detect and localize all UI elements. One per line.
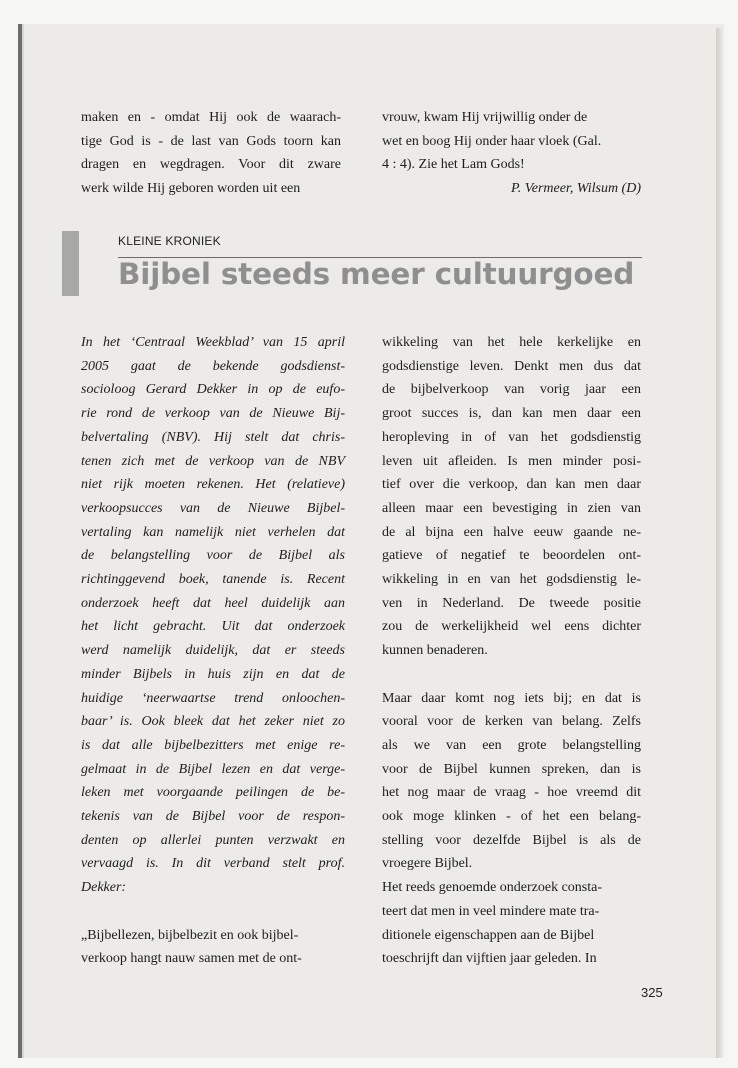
text-line: maken en - omdat Hij ook de waarach- — [81, 110, 341, 125]
text-line: de bijbelverkoop van vorig jaar een — [382, 382, 641, 398]
text-line: Het reeds genoemde onderzoek consta- — [382, 880, 603, 896]
text-line: alleen maar een bevestiging in zien van — [382, 500, 641, 516]
text-line: zou de werkelijkheid wel eens dichter — [382, 619, 641, 635]
text-line: belvertaling (NBV). Hij stelt dat chris- — [81, 429, 345, 445]
text-line: socioloog Gerard Dekker in op de eufo- — [81, 382, 345, 398]
text-line: het nog maar de vraag - hoe vreemd dit — [382, 785, 641, 801]
text-line: wikkeling van het hele kerkelijke en — [382, 335, 641, 350]
page-edge — [716, 28, 722, 1058]
text-line: vooral voor de kerken van belang. Zelfs — [382, 714, 641, 730]
text-line: de al bijna een halve eeuw gaande ne- — [382, 524, 641, 540]
paragraph-gap — [81, 900, 345, 924]
page-number: 325 — [641, 985, 663, 1000]
text-line: vervaagd is. In dit verband stelt prof. — [81, 856, 345, 872]
text-line: verkoop hangt nauw samen met de ont- — [81, 951, 302, 967]
text-line: tief over die verkoop, dan kan men daar — [382, 477, 641, 493]
text-line: de belangstelling voor de Bijbel als — [81, 548, 345, 564]
text-line: „Bijbellezen, bijbelbezit en ook bijbel- — [81, 927, 299, 943]
text-line: is dat alle bijbelbezitters met enige re- — [81, 737, 345, 753]
text-line: baar’ is. Ook bleek dat het zeker niet zo — [81, 714, 345, 730]
top-left-column — [81, 106, 341, 201]
paragraph-gap — [382, 663, 641, 687]
text-line: ook moge klinken - of het een belang- — [382, 809, 641, 825]
text-line: Dekker: — [81, 880, 127, 896]
text-line: het licht gebracht. Uit dat onderzoek — [81, 619, 345, 635]
text-line: toeschrijft dan vijftien jaar geleden. In — [382, 951, 597, 967]
text-line: vertaling kan namelijk niet verhelen dat — [81, 524, 345, 540]
text-line: leken met voorgaande peilingen de be- — [81, 785, 345, 801]
text-line: ditionele eigenschappen aan de Bijbel — [382, 927, 595, 943]
text-line: tenen zich met de verkoop van de NBV — [81, 453, 345, 469]
text-line: huidige ‘neerwaartse trend onloochen- — [81, 690, 345, 706]
text-line: leven uit afleiden. Is men minder posi- — [382, 453, 641, 469]
text-line: Maar daar komt nog iets bij; en dat is — [382, 690, 641, 706]
text-line: rie rond de verkoop van de Nieuwe Bij- — [81, 406, 345, 422]
text-line: 4 : 4). Zie het Lam Gods! — [382, 157, 525, 173]
text-line: denten op allerlei punten verzwakt en — [81, 832, 345, 848]
section-marker-bar — [62, 231, 79, 296]
text-line: onderzoek heeft dat heel duidelijk aan — [81, 595, 345, 611]
top-right-column — [382, 106, 641, 201]
article-left-column — [81, 331, 345, 971]
text-line: godsdienstige leven. Denkt men dus dat — [382, 358, 641, 374]
text-line: voor de Bijbel kunnen spreken, dan is — [382, 761, 641, 777]
text-line: ven in Nederland. De tweede positie — [382, 595, 641, 611]
text-line: 2005 gaat de bekende godsdienst- — [81, 358, 345, 374]
text-line: minder Bijbels in huis zijn en dat de — [81, 666, 345, 682]
text-line: tige God is - de last van Gods toorn kan — [81, 133, 341, 149]
text-line: als we van een grote belangstelling — [382, 737, 641, 753]
text-line: richtinggevend boek, tanende is. Recent — [81, 572, 345, 588]
text-line: gatieve of negatief te beoordelen ont- — [382, 548, 641, 564]
text-line: tekenis van de Bijbel voor de respon- — [81, 809, 345, 825]
text-line: stelling voor dezelfde Bijbel is als de — [382, 832, 641, 848]
text-line: dragen en wegdragen. Voor dit zware — [81, 157, 341, 173]
text-line: vrouw, kwam Hij vrijwillig onder de — [382, 110, 588, 125]
section-kicker: KLEINE KRONIEK — [118, 234, 221, 248]
text-line: werk wilde Hij geboren worden uit een — [81, 181, 301, 197]
text-line: wet en boog Hij onder haar vloek (Gal. — [382, 133, 602, 149]
text-line: groot succes is, dan kan men daar een — [382, 406, 641, 422]
text-line: In het ‘Centraal Weekblad’ van 15 april — [81, 335, 345, 350]
text-line: werd namelijk duidelijk, dat er steeds — [81, 643, 345, 659]
text-line: niet rijk moeten rekenen. Het (relatieve) — [81, 477, 345, 493]
text-line: kunnen benaderen. — [382, 643, 488, 659]
text-line: vroegere Bijbel. — [382, 856, 473, 872]
text-line: teert dat men in veel mindere mate tra- — [382, 903, 600, 919]
text-line: wikkeling in en van het godsdienstig le- — [382, 572, 641, 588]
text-line: gelmaat in de Bijbel lezen en dat verge- — [81, 761, 345, 777]
article-headline: Bijbel steeds meer cultuurgoed — [118, 257, 635, 291]
author-signature: P. Vermeer, Wilsum (D) — [510, 181, 641, 197]
article-right-column — [382, 331, 641, 971]
text-line: verkoopsucces van de Nieuwe Bijbel- — [81, 500, 345, 516]
text-line: heropleving in of van het godsdienstig — [382, 429, 641, 445]
